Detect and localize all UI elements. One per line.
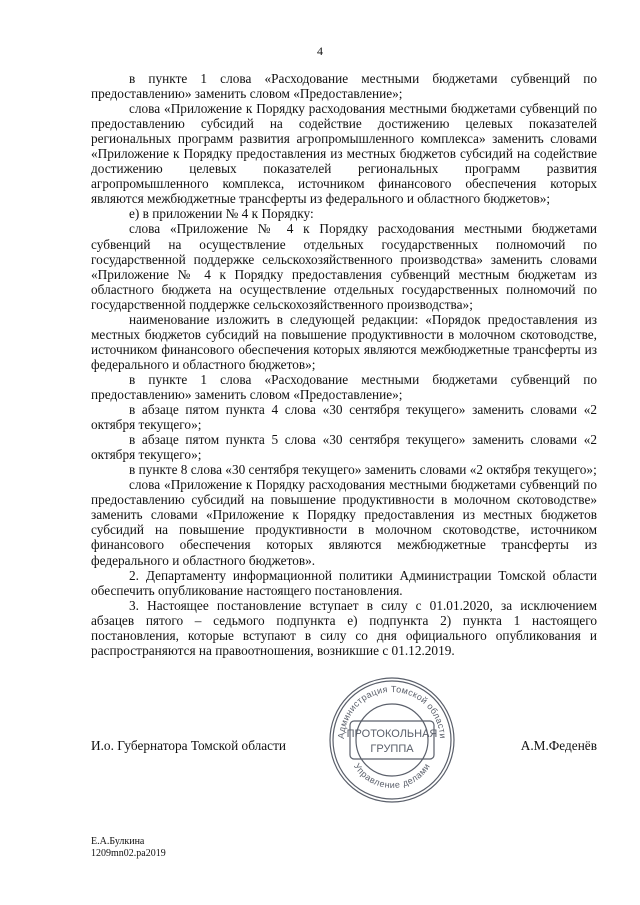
document-body <box>91 71 597 658</box>
signatory-name: А.М.Феденёв <box>520 738 597 753</box>
paragraph: слова «Приложение к Порядку расходования местными бюджетами субвенций по предоставлению субсидий на повышение продуктивности в молочном скотоводстве» заменить словами «Приложение к Порядку предоставления из местных бюджетов субсидий на повышение продуктивности в молочном скотоводстве, источником финансового обеспечения которых являются межбюджетные трансферты из федерального и областного бюджетов». <box>91 477 597 568</box>
official-stamp <box>326 674 458 806</box>
paragraph: слова «Приложение к Порядку расходования местными бюджетами субвенций по предоставлению субсидий на содействие достижению целевых показателей региональных программ развития агропромышленного комплекса» заменить словами «Приложение к Порядку предоставления из местных бюджетов субсидий на содействие достижению целевых показателей региональных программ развития агропромышленного комплекса, источником финансового обеспечения которых являются межбюджетные трансферты из федерального и областного бюджетов»; <box>91 101 597 207</box>
paragraph: в пункте 1 слова «Расходование местными бюджетами субвенций по предоставлению» заменить словом «Предоставление»; <box>91 71 597 102</box>
paragraph: в пункте 1 слова «Расходование местными бюджетами субвенций по предоставлению» заменить словом «Предоставление»; <box>91 371 597 402</box>
paragraph: в абзаце пятом пункта 4 слова «30 сентября текущего» заменить словами «2 октября текущего»; <box>91 402 597 433</box>
paragraph: е) в приложении № 4 к Порядку: <box>129 206 314 222</box>
signatory-title: И.о. Губернатора Томской области <box>91 738 287 753</box>
stamp-center-line2: ГРУППА <box>370 743 414 755</box>
author-name: Е.А.Булкина <box>91 836 145 847</box>
paragraph: 3. Настоящее постановление вступает в силу с 01.01.2020, за исключением абзацев пятого – седьмого подпункта е) подпункта 2) пункта 1 настоящего постановления, которые вступают в силу со дня официального опубликования и распространяются на правоотношения, возникшие с 01.12.2019. <box>91 597 597 658</box>
footer-block <box>91 836 166 860</box>
paragraph: в пункте 8 слова «30 сентября текущего» заменить словами «2 октября текущего»; <box>129 462 597 478</box>
paragraph: в абзаце пятом пункта 5 слова «30 сентября текущего» заменить словами «2 октября текущего»; <box>91 432 597 463</box>
stamp-ring-bottom-text: Управление делами <box>351 761 433 791</box>
document-code: 1209mn02.pa2019 <box>91 848 166 859</box>
paragraph: слова «Приложение № 4 к Порядку расходования местными бюджетами субвенций на осуществление отдельных государственных полномочий по государственной поддержке сельскохозяйственного производства» заменить словами «Приложение № 4 к Порядку предоставления субвенций местным бюджетам из областного бюджета на осуществление отдельных государственных полномочий по государственной поддержке сельскохозяйственного производства»; <box>91 221 597 312</box>
stamp-center-line1: ПРОТОКОЛЬНАЯ <box>346 728 438 740</box>
paragraph: наименование изложить в следующей редакции: «Порядок предоставления из местных бюджетов субсидий на повышение продуктивности в молочном скотоводстве, источником финансового обеспечения которых являются межбюджетные трансферты из федерального и областного бюджетов»; <box>91 311 597 372</box>
paragraph: 2. Департаменту информационной политики Администрации Томской области обеспечить опубликование настоящего постановления. <box>91 567 597 598</box>
stamp-ring-top-text: Администрация Томской области <box>335 683 449 740</box>
page-number: 4 <box>317 44 323 58</box>
